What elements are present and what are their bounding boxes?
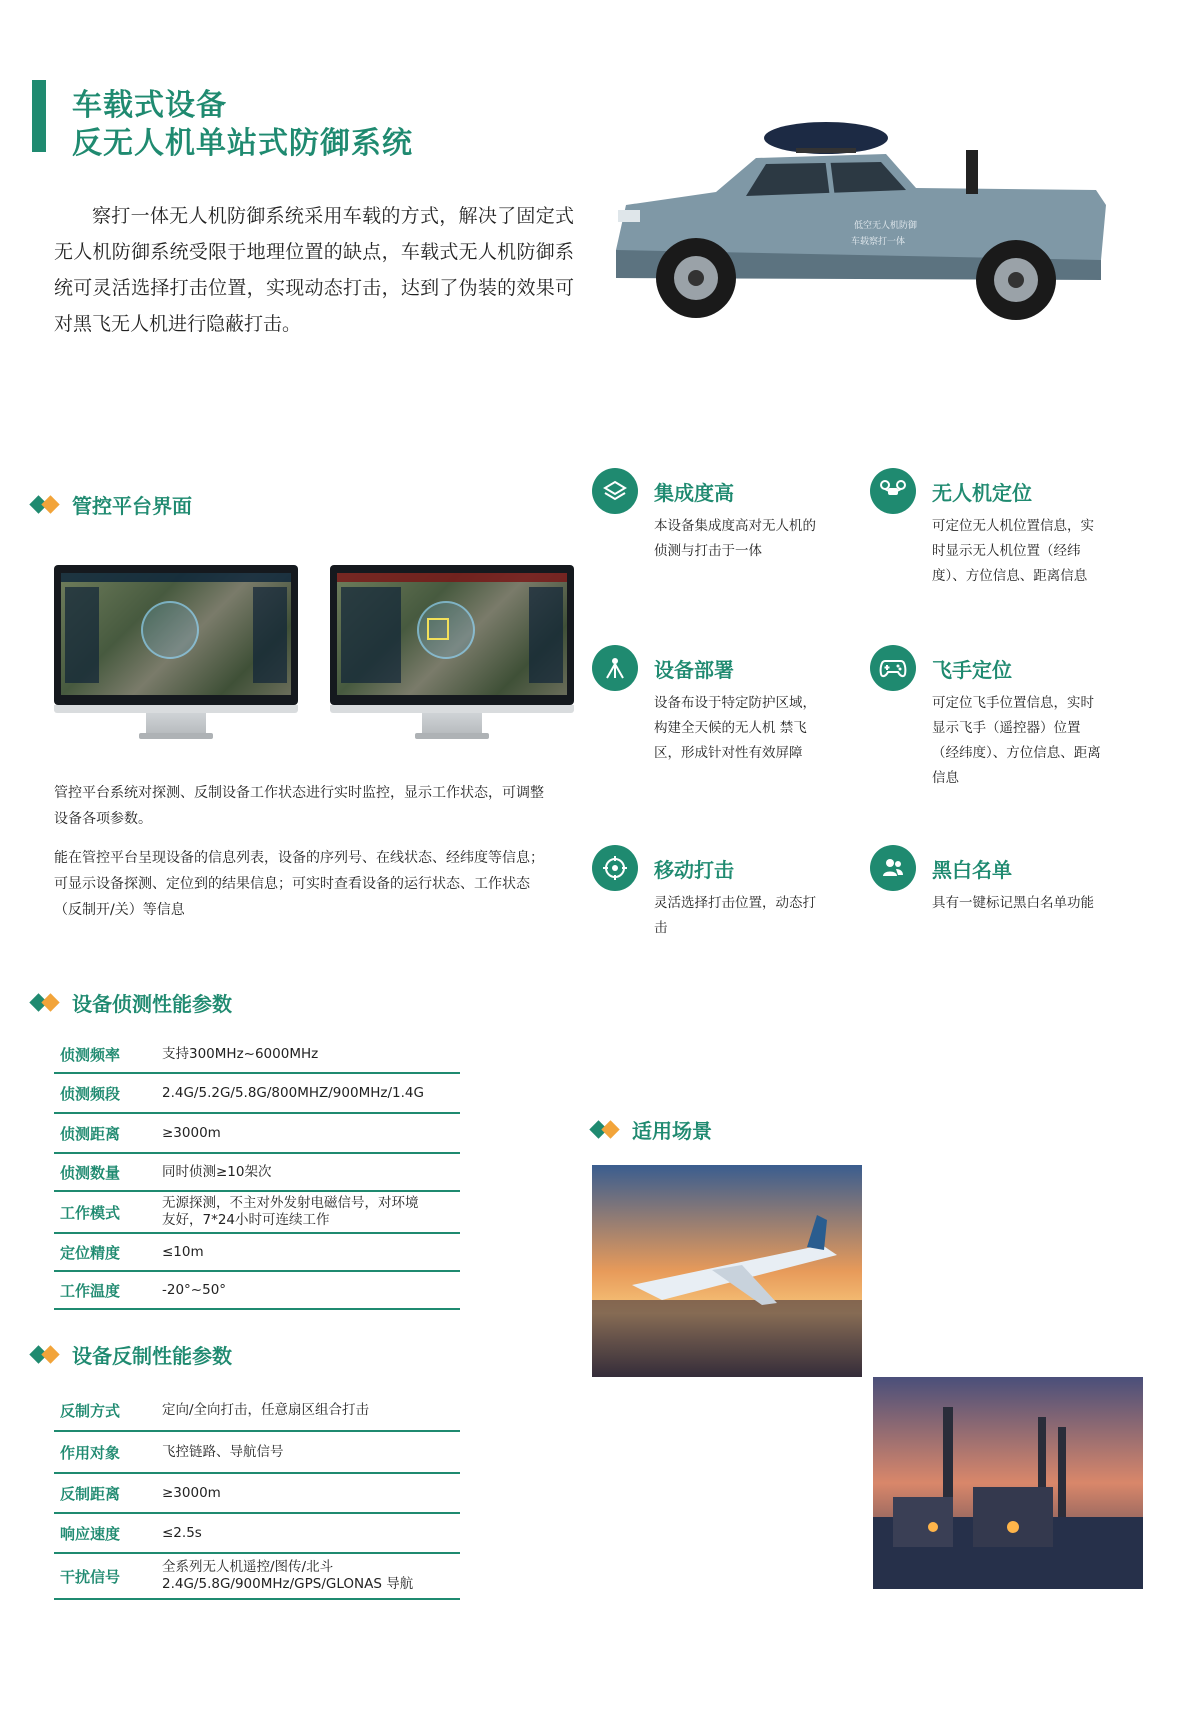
tripod-icon bbox=[592, 645, 638, 691]
table-row: 侦测频段 2.4G/5.2G/5.8G/800MHZ/900MHz/1.4G bbox=[54, 1074, 460, 1114]
countermeasure-heading: 设备反制性能参数 bbox=[32, 1340, 232, 1369]
title-accent-bar bbox=[32, 80, 46, 152]
monitor-screenshot-1 bbox=[54, 565, 298, 739]
monitor-screenshot-2 bbox=[330, 565, 574, 739]
target-icon bbox=[592, 845, 638, 891]
table-row: 侦测数量 同时侦测≥10架次 bbox=[54, 1154, 460, 1192]
page-title-line2: 反无人机单站式防御系统 bbox=[72, 126, 413, 161]
countermeasure-param-table bbox=[54, 1390, 460, 1600]
layers-icon bbox=[592, 468, 638, 514]
truck-decal-line2: 车载察打一体 bbox=[851, 237, 906, 247]
scene-airport-image bbox=[592, 1165, 862, 1377]
table-row: 干扰信号 全系列无人机遥控/图传/北斗 2.4G/5.8G/900MHz/GPS/GLONAS 导航 bbox=[54, 1554, 460, 1600]
table-row: 工作模式 无源探测，不主对外发射电磁信号，对环境友好，7*24小时可连续工作 bbox=[54, 1192, 460, 1234]
scene-industrial-plant-image bbox=[873, 1377, 1143, 1589]
vehicle-image bbox=[596, 110, 1156, 340]
table-row: 反制距离 ≥3000m bbox=[54, 1474, 460, 1514]
table-row: 定位精度 ≤10m bbox=[54, 1234, 460, 1272]
scenes-heading: 适用场景 bbox=[592, 1115, 712, 1144]
gamepad-icon bbox=[870, 645, 916, 691]
table-row: 侦测距离 ≥3000m bbox=[54, 1114, 460, 1154]
table-row: 侦测频率 支持300MHz~6000MHz bbox=[54, 1036, 460, 1074]
drone-icon bbox=[870, 468, 916, 514]
platform-description-1: 管控平台系统对探测、反制设备工作状态进行实时监控，显示工作状态，可调整设备各项参数。 bbox=[54, 785, 544, 827]
diamond-bullet-icon bbox=[32, 994, 62, 1012]
table-row: 工作温度 -20°~50° bbox=[54, 1272, 460, 1310]
users-icon bbox=[870, 845, 916, 891]
platform-description-2: 能在管控平台呈现设备的信息列表，设备的序列号、在线状态、经纬度等信息；可显示设备探测、定位到的结果信息；可实时查看设备的运行状态、工作状态（反制开/关）等信息 bbox=[54, 850, 544, 918]
intro-paragraph: 察打一体无人机防御系统采用车载的方式，解决了固定式无人机防御系统受限于地理位置的缺点，车载式无人机防御系统可灵活选择打击位置，实现动态打击，达到了伪装的效果可对黑飞无人机进行隐蔽打击。 bbox=[54, 205, 574, 335]
detection-param-table bbox=[54, 1036, 460, 1310]
diamond-bullet-icon bbox=[32, 496, 62, 514]
diamond-bullet-icon bbox=[592, 1121, 622, 1139]
table-row: 反制方式 定向/全向打击，任意扇区组合打击 bbox=[54, 1390, 460, 1432]
platform-heading: 管控平台界面 bbox=[32, 490, 192, 519]
page-title-line1: 车载式设备 bbox=[72, 88, 227, 123]
detection-heading: 设备侦测性能参数 bbox=[32, 988, 232, 1017]
table-row: 响应速度 ≤2.5s bbox=[54, 1514, 460, 1554]
table-row: 作用对象 飞控链路、导航信号 bbox=[54, 1432, 460, 1474]
truck-decal-line1: 低空无人机防御 bbox=[854, 221, 918, 231]
diamond-bullet-icon bbox=[32, 1346, 62, 1364]
